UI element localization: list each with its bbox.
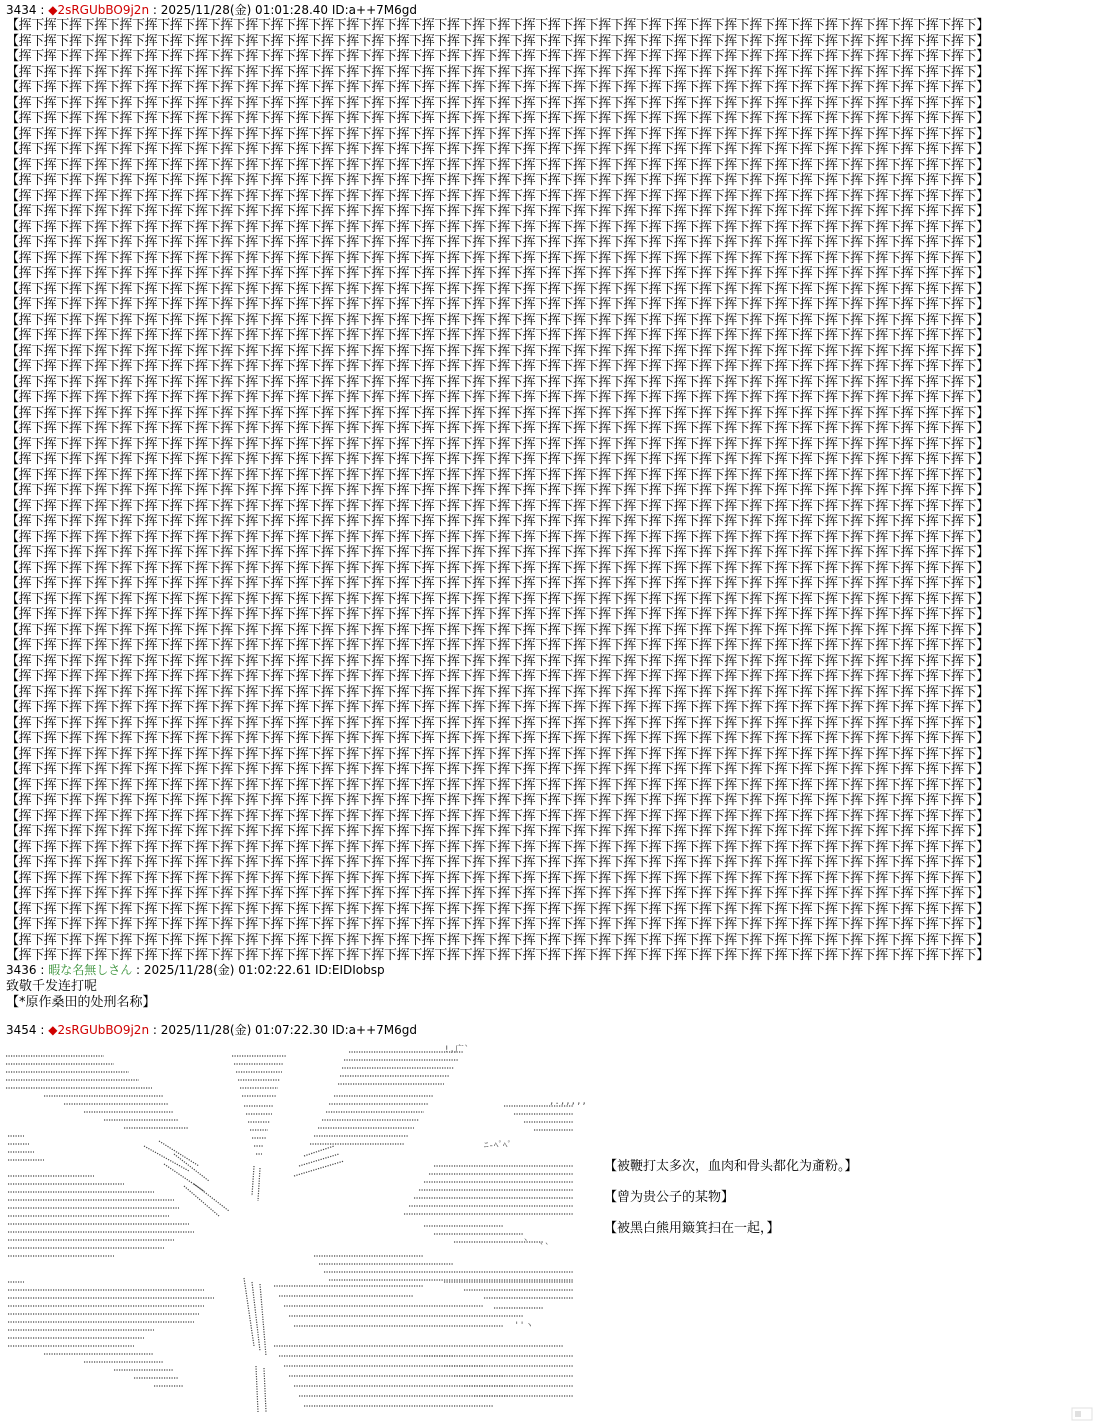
press-row: 【挥下挥下挥下挥下挥下挥下挥下挥下挥下挥下挥下挥下挥下挥下挥下挥下挥下挥下挥下挥下挥下挥下挥下挥下挥下挥下挥下挥下挥下挥下挥下挥下挥下挥下挥下挥下挥下挥下】 — [6, 18, 989, 33]
post-header-3436: 3436 : 暇な名無しさん : 2025/11/28(金) 01:02:22.61 ID:EIDIobsp — [6, 963, 385, 977]
press-row: 【挥下挥下挥下挥下挥下挥下挥下挥下挥下挥下挥下挥下挥下挥下挥下挥下挥下挥下挥下挥下挥下挥下挥下挥下挥下挥下挥下挥下挥下挥下挥下挥下挥下挥下挥下挥下挥下挥下】 — [6, 591, 989, 607]
press-row: 【挥下挥下挥下挥下挥下挥下挥下挥下挥下挥下挥下挥下挥下挥下挥下挥下挥下挥下挥下挥下挥下挥下挥下挥下挥下挥下挥下挥下挥下挥下挥下挥下挥下挥下挥下挥下挥下挥下】 — [6, 157, 989, 173]
press-row: 【挥下挥下挥下挥下挥下挥下挥下挥下挥下挥下挥下挥下挥下挥下挥下挥下挥下挥下挥下挥下挥下挥下挥下挥下挥下挥下挥下挥下挥下挥下挥下挥下挥下挥下挥下挥下挥下挥下】 — [6, 452, 989, 467]
reply-line: 【*原作桑田的处刑名称】 — [6, 995, 156, 1010]
post-body-3434 — [6, 18, 989, 963]
press-row: 【挥下挥下挥下挥下挥下挥下挥下挥下挥下挥下挥下挥下挥下挥下挥下挥下挥下挥下挥下挥下挥下挥下挥下挥下挥下挥下挥下挥下挥下挥下挥下挥下挥下挥下挥下挥下挥下挥下】 — [6, 390, 989, 405]
press-row: 【挥下挥下挥下挥下挥下挥下挥下挥下挥下挥下挥下挥下挥下挥下挥下挥下挥下挥下挥下挥下挥下挥下挥下挥下挥下挥下挥下挥下挥下挥下挥下挥下挥下挥下挥下挥下挥下挥下】 — [6, 467, 989, 483]
press-row: 【挥下挥下挥下挥下挥下挥下挥下挥下挥下挥下挥下挥下挥下挥下挥下挥下挥下挥下挥下挥下挥下挥下挥下挥下挥下挥下挥下挥下挥下挥下挥下挥下挥下挥下挥下挥下挥下挥下】 — [6, 312, 989, 328]
post-number[interactable]: 3454 — [6, 1023, 37, 1037]
svg-text:、: 、 — [524, 1233, 534, 1243]
press-row: 【挥下挥下挥下挥下挥下挥下挥下挥下挥下挥下挥下挥下挥下挥下挥下挥下挥下挥下挥下挥下挥下挥下挥下挥下挥下挥下挥下挥下挥下挥下挥下挥下挥下挥下挥下挥下挥下挥下】 — [6, 421, 989, 436]
press-row: 【挥下挥下挥下挥下挥下挥下挥下挥下挥下挥下挥下挥下挥下挥下挥下挥下挥下挥下挥下挥下挥下挥下挥下挥下挥下挥下挥下挥下挥下挥下挥下挥下挥下挥下挥下挥下挥下挥下】 — [6, 777, 989, 793]
press-row: 【挥下挥下挥下挥下挥下挥下挥下挥下挥下挥下挥下挥下挥下挥下挥下挥下挥下挥下挥下挥下挥下挥下挥下挥下挥下挥下挥下挥下挥下挥下挥下挥下挥下挥下挥下挥下挥下挥下】 — [6, 917, 989, 932]
press-row: 【挥下挥下挥下挥下挥下挥下挥下挥下挥下挥下挥下挥下挥下挥下挥下挥下挥下挥下挥下挥下挥下挥下挥下挥下挥下挥下挥下挥下挥下挥下挥下挥下挥下挥下挥下挥下挥下挥下】 — [6, 622, 989, 638]
svg-text:ﾆ-ﾍﾟﾍﾟ: ﾆ-ﾍﾟﾍﾟ — [484, 1141, 512, 1151]
press-row: 【挥下挥下挥下挥下挥下挥下挥下挥下挥下挥下挥下挥下挥下挥下挥下挥下挥下挥下挥下挥下挥下挥下挥下挥下挥下挥下挥下挥下挥下挥下挥下挥下挥下挥下挥下挥下挥下挥下】 — [6, 514, 989, 529]
press-row: 【挥下挥下挥下挥下挥下挥下挥下挥下挥下挥下挥下挥下挥下挥下挥下挥下挥下挥下挥下挥下挥下挥下挥下挥下挥下挥下挥下挥下挥下挥下挥下挥下挥下挥下挥下挥下挥下挥下】 — [6, 684, 989, 700]
caption-line: 【曾为贵公子的某物】 — [604, 1190, 735, 1205]
press-row: 【挥下挥下挥下挥下挥下挥下挥下挥下挥下挥下挥下挥下挥下挥下挥下挥下挥下挥下挥下挥下挥下挥下挥下挥下挥下挥下挥下挥下挥下挥下挥下挥下挥下挥下挥下挥下挥下挥下】 — [6, 731, 989, 746]
reply-line: 致敬千发连打呢 — [6, 979, 98, 994]
press-row: 【挥下挥下挥下挥下挥下挥下挥下挥下挥下挥下挥下挥下挥下挥下挥下挥下挥下挥下挥下挥下挥下挥下挥下挥下挥下挥下挥下挥下挥下挥下挥下挥下挥下挥下挥下挥下挥下挥下】 — [6, 126, 989, 142]
press-row: 【挥下挥下挥下挥下挥下挥下挥下挥下挥下挥下挥下挥下挥下挥下挥下挥下挥下挥下挥下挥下挥下挥下挥下挥下挥下挥下挥下挥下挥下挥下挥下挥下挥下挥下挥下挥下挥下挥下】 — [6, 560, 989, 576]
press-row: 【挥下挥下挥下挥下挥下挥下挥下挥下挥下挥下挥下挥下挥下挥下挥下挥下挥下挥下挥下挥下挥下挥下挥下挥下挥下挥下挥下挥下挥下挥下挥下挥下挥下挥下挥下挥下挥下挥下】 — [6, 343, 989, 359]
press-row: 【挥下挥下挥下挥下挥下挥下挥下挥下挥下挥下挥下挥下挥下挥下挥下挥下挥下挥下挥下挥下挥下挥下挥下挥下挥下挥下挥下挥下挥下挥下挥下挥下挥下挥下挥下挥下挥下挥下】 — [6, 638, 989, 653]
press-row: 【挥下挥下挥下挥下挥下挥下挥下挥下挥下挥下挥下挥下挥下挥下挥下挥下挥下挥下挥下挥下挥下挥下挥下挥下挥下挥下挥下挥下挥下挥下挥下挥下挥下挥下挥下挥下挥下挥下】 — [6, 173, 989, 188]
press-row: 【挥下挥下挥下挥下挥下挥下挥下挥下挥下挥下挥下挥下挥下挥下挥下挥下挥下挥下挥下挥下挥下挥下挥下挥下挥下挥下挥下挥下挥下挥下挥下挥下挥下挥下挥下挥下挥下挥下】 — [6, 886, 989, 901]
press-row: 【挥下挥下挥下挥下挥下挥下挥下挥下挥下挥下挥下挥下挥下挥下挥下挥下挥下挥下挥下挥下挥下挥下挥下挥下挥下挥下挥下挥下挥下挥下挥下挥下挥下挥下挥下挥下挥下挥下】 — [6, 359, 989, 374]
svg-text:!,广`: !,广` — [444, 1045, 470, 1055]
press-row: 【挥下挥下挥下挥下挥下挥下挥下挥下挥下挥下挥下挥下挥下挥下挥下挥下挥下挥下挥下挥下挥下挥下挥下挥下挥下挥下挥下挥下挥下挥下挥下挥下挥下挥下挥下挥下挥下挥下】 — [6, 607, 989, 622]
corner-watermark-icon — [1071, 1407, 1093, 1421]
press-row: 【挥下挥下挥下挥下挥下挥下挥下挥下挥下挥下挥下挥下挥下挥下挥下挥下挥下挥下挥下挥下挥下挥下挥下挥下挥下挥下挥下挥下挥下挥下挥下挥下挥下挥下挥下挥下挥下挥下】 — [6, 33, 989, 49]
press-row: 【挥下挥下挥下挥下挥下挥下挥下挥下挥下挥下挥下挥下挥下挥下挥下挥下挥下挥下挥下挥下挥下挥下挥下挥下挥下挥下挥下挥下挥下挥下挥下挥下挥下挥下挥下挥下挥下挥下】 — [6, 529, 989, 545]
press-row: 【挥下挥下挥下挥下挥下挥下挥下挥下挥下挥下挥下挥下挥下挥下挥下挥下挥下挥下挥下挥下挥下挥下挥下挥下挥下挥下挥下挥下挥下挥下挥下挥下挥下挥下挥下挥下挥下挥下】 — [6, 235, 989, 250]
press-row: 【挥下挥下挥下挥下挥下挥下挥下挥下挥下挥下挥下挥下挥下挥下挥下挥下挥下挥下挥下挥下挥下挥下挥下挥下挥下挥下挥下挥下挥下挥下挥下挥下挥下挥下挥下挥下挥下挥下】 — [6, 328, 989, 343]
press-row: 【挥下挥下挥下挥下挥下挥下挥下挥下挥下挥下挥下挥下挥下挥下挥下挥下挥下挥下挥下挥下挥下挥下挥下挥下挥下挥下挥下挥下挥下挥下挥下挥下挥下挥下挥下挥下挥下挥下】 — [6, 80, 989, 95]
press-row: 【挥下挥下挥下挥下挥下挥下挥下挥下挥下挥下挥下挥下挥下挥下挥下挥下挥下挥下挥下挥下挥下挥下挥下挥下挥下挥下挥下挥下挥下挥下挥下挥下挥下挥下挥下挥下挥下挥下】 — [6, 793, 989, 808]
ascii-art-burst — [4, 1045, 587, 1416]
press-row: 【挥下挥下挥下挥下挥下挥下挥下挥下挥下挥下挥下挥下挥下挥下挥下挥下挥下挥下挥下挥下挥下挥下挥下挥下挥下挥下挥下挥下挥下挥下挥下挥下挥下挥下挥下挥下挥下挥下】 — [6, 498, 989, 514]
press-row: 【挥下挥下挥下挥下挥下挥下挥下挥下挥下挥下挥下挥下挥下挥下挥下挥下挥下挥下挥下挥下挥下挥下挥下挥下挥下挥下挥下挥下挥下挥下挥下挥下挥下挥下挥下挥下挥下挥下】 — [6, 746, 989, 762]
post-header-3454: 3454 : ◆2sRGUbBO9j2n : 2025/11/28(金) 01:07:22.30 ID:a++7M6gd — [6, 1023, 417, 1037]
press-row: 【挥下挥下挥下挥下挥下挥下挥下挥下挥下挥下挥下挥下挥下挥下挥下挥下挥下挥下挥下挥下挥下挥下挥下挥下挥下挥下挥下挥下挥下挥下挥下挥下挥下挥下挥下挥下挥下挥下】 — [6, 95, 989, 111]
post-number[interactable]: 3434 — [6, 3, 37, 17]
svg-text:,.,,,,,: ,.,,,,, — [549, 1097, 587, 1107]
press-row: 【挥下挥下挥下挥下挥下挥下挥下挥下挥下挥下挥下挥下挥下挥下挥下挥下挥下挥下挥下挥下挥下挥下挥下挥下挥下挥下挥下挥下挥下挥下挥下挥下挥下挥下挥下挥下挥下挥下】 — [6, 839, 989, 855]
press-row: 【挥下挥下挥下挥下挥下挥下挥下挥下挥下挥下挥下挥下挥下挥下挥下挥下挥下挥下挥下挥下挥下挥下挥下挥下挥下挥下挥下挥下挥下挥下挥下挥下挥下挥下挥下挥下挥下挥下】 — [6, 762, 989, 777]
press-row: 【挥下挥下挥下挥下挥下挥下挥下挥下挥下挥下挥下挥下挥下挥下挥下挥下挥下挥下挥下挥下挥下挥下挥下挥下挥下挥下挥下挥下挥下挥下挥下挥下挥下挥下挥下挥下挥下挥下】 — [6, 483, 989, 498]
svg-text:``: `` — [539, 1243, 550, 1253]
post-number[interactable]: 3436 — [6, 963, 37, 977]
press-row: 【挥下挥下挥下挥下挥下挥下挥下挥下挥下挥下挥下挥下挥下挥下挥下挥下挥下挥下挥下挥下挥下挥下挥下挥下挥下挥下挥下挥下挥下挥下挥下挥下挥下挥下挥下挥下挥下挥下】 — [6, 250, 989, 266]
svg-text:''ヽ: ''ヽ — [514, 1321, 534, 1331]
press-row: 【挥下挥下挥下挥下挥下挥下挥下挥下挥下挥下挥下挥下挥下挥下挥下挥下挥下挥下挥下挥下挥下挥下挥下挥下挥下挥下挥下挥下挥下挥下挥下挥下挥下挥下挥下挥下挥下挥下】 — [6, 870, 989, 886]
press-row: 【挥下挥下挥下挥下挥下挥下挥下挥下挥下挥下挥下挥下挥下挥下挥下挥下挥下挥下挥下挥下挥下挥下挥下挥下挥下挥下挥下挥下挥下挥下挥下挥下挥下挥下挥下挥下挥下挥下】 — [6, 576, 989, 591]
poster-name: 暇な名無しさん — [48, 963, 133, 977]
poster-name: ◆2sRGUbBO9j2n — [48, 1023, 150, 1037]
press-row: 【挥下挥下挥下挥下挥下挥下挥下挥下挥下挥下挥下挥下挥下挥下挥下挥下挥下挥下挥下挥下挥下挥下挥下挥下挥下挥下挥下挥下挥下挥下挥下挥下挥下挥下挥下挥下挥下挥下】 — [6, 824, 989, 839]
post-meta: : 2025/11/28(金) 01:02:22.61 ID:EIDIobsp — [132, 963, 385, 977]
post-body-3436 — [6, 979, 156, 1011]
press-row: 【挥下挥下挥下挥下挥下挥下挥下挥下挥下挥下挥下挥下挥下挥下挥下挥下挥下挥下挥下挥下挥下挥下挥下挥下挥下挥下挥下挥下挥下挥下挥下挥下挥下挥下挥下挥下挥下挥下】 — [6, 204, 989, 219]
press-row: 【挥下挥下挥下挥下挥下挥下挥下挥下挥下挥下挥下挥下挥下挥下挥下挥下挥下挥下挥下挥下挥下挥下挥下挥下挥下挥下挥下挥下挥下挥下挥下挥下挥下挥下挥下挥下挥下挥下】 — [6, 653, 989, 669]
post-meta: : 2025/11/28(金) 01:01:28.40 ID:a++7M6gd — [149, 3, 417, 17]
press-row: 【挥下挥下挥下挥下挥下挥下挥下挥下挥下挥下挥下挥下挥下挥下挥下挥下挥下挥下挥下挥下挥下挥下挥下挥下挥下挥下挥下挥下挥下挥下挥下挥下挥下挥下挥下挥下挥下挥下】 — [6, 669, 989, 684]
press-row: 【挥下挥下挥下挥下挥下挥下挥下挥下挥下挥下挥下挥下挥下挥下挥下挥下挥下挥下挥下挥下挥下挥下挥下挥下挥下挥下挥下挥下挥下挥下挥下挥下挥下挥下挥下挥下挥下挥下】 — [6, 297, 989, 312]
press-row: 【挥下挥下挥下挥下挥下挥下挥下挥下挥下挥下挥下挥下挥下挥下挥下挥下挥下挥下挥下挥下挥下挥下挥下挥下挥下挥下挥下挥下挥下挥下挥下挥下挥下挥下挥下挥下挥下挥下】 — [6, 111, 989, 126]
press-row: 【挥下挥下挥下挥下挥下挥下挥下挥下挥下挥下挥下挥下挥下挥下挥下挥下挥下挥下挥下挥下挥下挥下挥下挥下挥下挥下挥下挥下挥下挥下挥下挥下挥下挥下挥下挥下挥下挥下】 — [6, 374, 989, 390]
caption-line: 【被黑白熊用簸箕扫在一起，】 — [604, 1221, 780, 1236]
press-row: 【挥下挥下挥下挥下挥下挥下挥下挥下挥下挥下挥下挥下挥下挥下挥下挥下挥下挥下挥下挥下挥下挥下挥下挥下挥下挥下挥下挥下挥下挥下挥下挥下挥下挥下挥下挥下挥下挥下】 — [6, 932, 989, 948]
press-row: 【挥下挥下挥下挥下挥下挥下挥下挥下挥下挥下挥下挥下挥下挥下挥下挥下挥下挥下挥下挥下挥下挥下挥下挥下挥下挥下挥下挥下挥下挥下挥下挥下挥下挥下挥下挥下挥下挥下】 — [6, 188, 989, 204]
press-row: 【挥下挥下挥下挥下挥下挥下挥下挥下挥下挥下挥下挥下挥下挥下挥下挥下挥下挥下挥下挥下挥下挥下挥下挥下挥下挥下挥下挥下挥下挥下挥下挥下挥下挥下挥下挥下挥下挥下】 — [6, 808, 989, 824]
press-row: 【挥下挥下挥下挥下挥下挥下挥下挥下挥下挥下挥下挥下挥下挥下挥下挥下挥下挥下挥下挥下挥下挥下挥下挥下挥下挥下挥下挥下挥下挥下挥下挥下挥下挥下挥下挥下挥下挥下】 — [6, 281, 989, 297]
press-row: 【挥下挥下挥下挥下挥下挥下挥下挥下挥下挥下挥下挥下挥下挥下挥下挥下挥下挥下挥下挥下挥下挥下挥下挥下挥下挥下挥下挥下挥下挥下挥下挥下挥下挥下挥下挥下挥下挥下】 — [6, 545, 989, 560]
press-row: 【挥下挥下挥下挥下挥下挥下挥下挥下挥下挥下挥下挥下挥下挥下挥下挥下挥下挥下挥下挥下挥下挥下挥下挥下挥下挥下挥下挥下挥下挥下挥下挥下挥下挥下挥下挥下挥下挥下】 — [6, 49, 989, 64]
post-header-3434: 3434 : ◆2sRGUbBO9j2n : 2025/11/28(金) 01:01:28.40 ID:a++7M6gd — [6, 3, 417, 17]
press-row: 【挥下挥下挥下挥下挥下挥下挥下挥下挥下挥下挥下挥下挥下挥下挥下挥下挥下挥下挥下挥下挥下挥下挥下挥下挥下挥下挥下挥下挥下挥下挥下挥下挥下挥下挥下挥下挥下挥下】 — [6, 715, 989, 731]
press-row: 【挥下挥下挥下挥下挥下挥下挥下挥下挥下挥下挥下挥下挥下挥下挥下挥下挥下挥下挥下挥下挥下挥下挥下挥下挥下挥下挥下挥下挥下挥下挥下挥下挥下挥下挥下挥下挥下挥下】 — [6, 948, 989, 963]
post-meta: : 2025/11/28(金) 01:07:22.30 ID:a++7M6gd — [149, 1023, 417, 1037]
press-row: 【挥下挥下挥下挥下挥下挥下挥下挥下挥下挥下挥下挥下挥下挥下挥下挥下挥下挥下挥下挥下挥下挥下挥下挥下挥下挥下挥下挥下挥下挥下挥下挥下挥下挥下挥下挥下挥下挥下】 — [6, 855, 989, 870]
press-row: 【挥下挥下挥下挥下挥下挥下挥下挥下挥下挥下挥下挥下挥下挥下挥下挥下挥下挥下挥下挥下挥下挥下挥下挥下挥下挥下挥下挥下挥下挥下挥下挥下挥下挥下挥下挥下挥下挥下】 — [6, 436, 989, 452]
press-row: 【挥下挥下挥下挥下挥下挥下挥下挥下挥下挥下挥下挥下挥下挥下挥下挥下挥下挥下挥下挥下挥下挥下挥下挥下挥下挥下挥下挥下挥下挥下挥下挥下挥下挥下挥下挥下挥下挥下】 — [6, 901, 989, 917]
press-row: 【挥下挥下挥下挥下挥下挥下挥下挥下挥下挥下挥下挥下挥下挥下挥下挥下挥下挥下挥下挥下挥下挥下挥下挥下挥下挥下挥下挥下挥下挥下挥下挥下挥下挥下挥下挥下挥下挥下】 — [6, 405, 989, 421]
press-row: 【挥下挥下挥下挥下挥下挥下挥下挥下挥下挥下挥下挥下挥下挥下挥下挥下挥下挥下挥下挥下挥下挥下挥下挥下挥下挥下挥下挥下挥下挥下挥下挥下挥下挥下挥下挥下挥下挥下】 — [6, 142, 989, 157]
press-row: 【挥下挥下挥下挥下挥下挥下挥下挥下挥下挥下挥下挥下挥下挥下挥下挥下挥下挥下挥下挥下挥下挥下挥下挥下挥下挥下挥下挥下挥下挥下挥下挥下挥下挥下挥下挥下挥下挥下】 — [6, 700, 989, 715]
poster-name: ◆2sRGUbBO9j2n — [48, 3, 150, 17]
press-row: 【挥下挥下挥下挥下挥下挥下挥下挥下挥下挥下挥下挥下挥下挥下挥下挥下挥下挥下挥下挥下挥下挥下挥下挥下挥下挥下挥下挥下挥下挥下挥下挥下挥下挥下挥下挥下挥下挥下】 — [6, 64, 989, 80]
press-row: 【挥下挥下挥下挥下挥下挥下挥下挥下挥下挥下挥下挥下挥下挥下挥下挥下挥下挥下挥下挥下挥下挥下挥下挥下挥下挥下挥下挥下挥下挥下挥下挥下挥下挥下挥下挥下挥下挥下】 — [6, 219, 989, 235]
press-row: 【挥下挥下挥下挥下挥下挥下挥下挥下挥下挥下挥下挥下挥下挥下挥下挥下挥下挥下挥下挥下挥下挥下挥下挥下挥下挥下挥下挥下挥下挥下挥下挥下挥下挥下挥下挥下挥下挥下】 — [6, 266, 989, 281]
caption-line: 【被鞭打太多次，血肉和骨头都化为齑粉。】 — [604, 1159, 858, 1174]
